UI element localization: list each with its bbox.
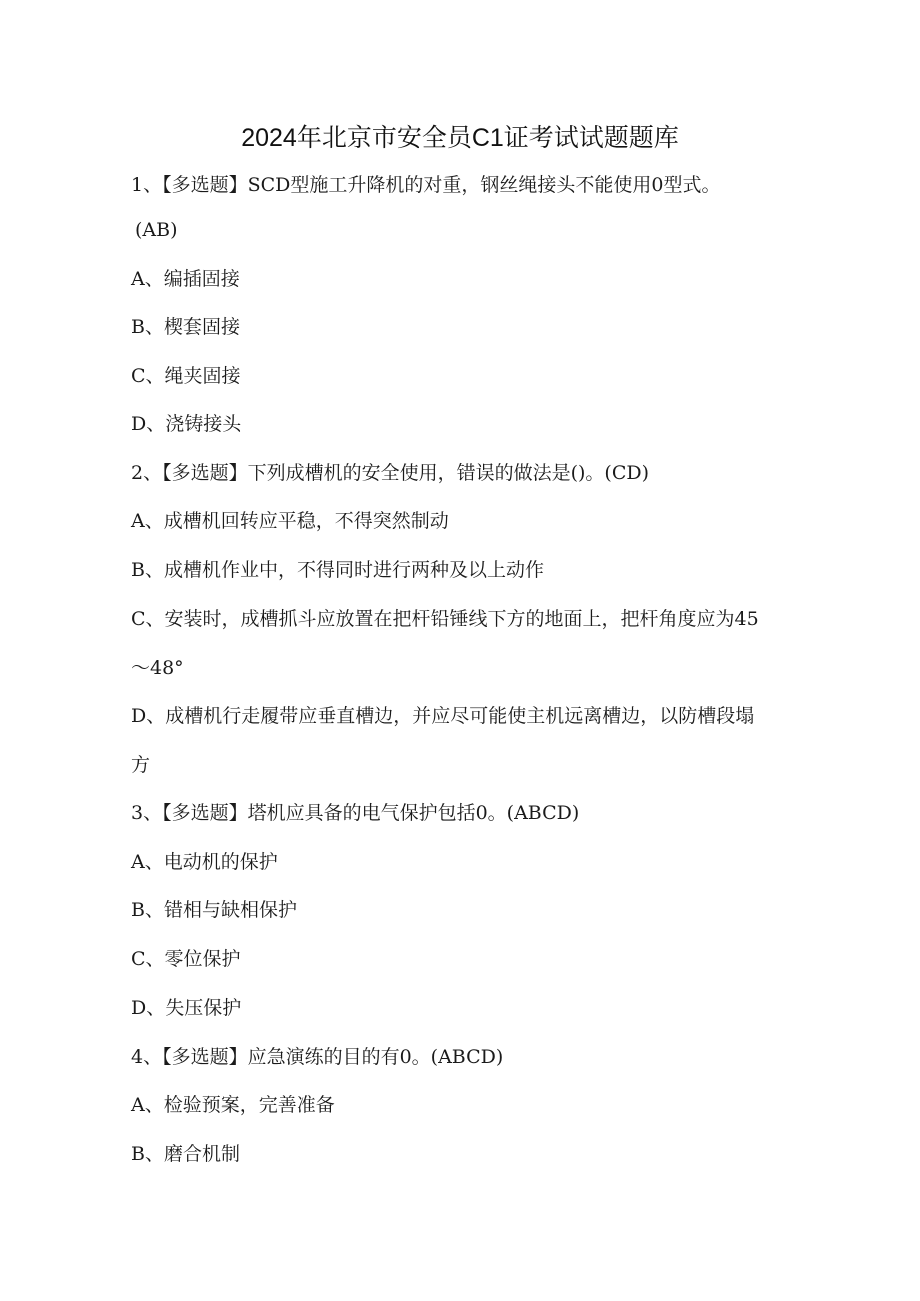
question-1-option-c: C、绳夹固接	[131, 365, 241, 387]
question-4-stem: 4、【多选题】应急演练的目的有0。(ABCD)	[131, 1046, 504, 1068]
question-2-option-c-continued: ～48°	[131, 657, 184, 679]
question-2-option-d: D、成槽机行走履带应垂直槽边，并应尽可能使主机远离槽边，以防槽段塌	[131, 705, 755, 727]
question-4-option-b: B、磨合机制	[131, 1143, 240, 1165]
question-2-option-a: A、成槽机回转应平稳，不得突然制动	[131, 510, 449, 532]
question-1-option-d: D、浇铸接头	[131, 413, 242, 435]
question-3-option-d: D、失压保护	[131, 997, 242, 1019]
question-4-option-a: A、检验预案，完善准备	[131, 1094, 335, 1116]
question-1-option-b: B、楔套固接	[131, 316, 240, 338]
question-2-stem: 2、【多选题】下列成槽机的安全使用，错误的做法是()。(CD)	[131, 462, 650, 484]
question-2-option-c: C、安装时，成槽抓斗应放置在把杆铅锤线下方的地面上，把杆角度应为45	[131, 608, 759, 630]
question-3-option-b: B、错相与缺相保护	[131, 899, 297, 921]
question-3-option-a: A、电动机的保护	[131, 851, 278, 873]
question-3-option-c: C、零位保护	[131, 948, 241, 970]
question-1-option-a: A、编插固接	[131, 268, 240, 290]
document-title: 2024年北京市安全员C1证考试试题题库	[241, 124, 679, 152]
question-2-option-d-continued: 方	[131, 754, 151, 776]
question-3-stem: 3、【多选题】塔机应具备的电气保护包括0。(ABCD)	[131, 802, 580, 824]
question-2-option-b: B、成槽机作业中，不得同时进行两种及以上动作	[131, 559, 544, 581]
question-1-stem: 1、【多选题】SCD型施工升降机的对重，钢丝绳接头不能使用0型式。	[131, 174, 721, 196]
question-1-answer: (AB)	[135, 219, 178, 241]
